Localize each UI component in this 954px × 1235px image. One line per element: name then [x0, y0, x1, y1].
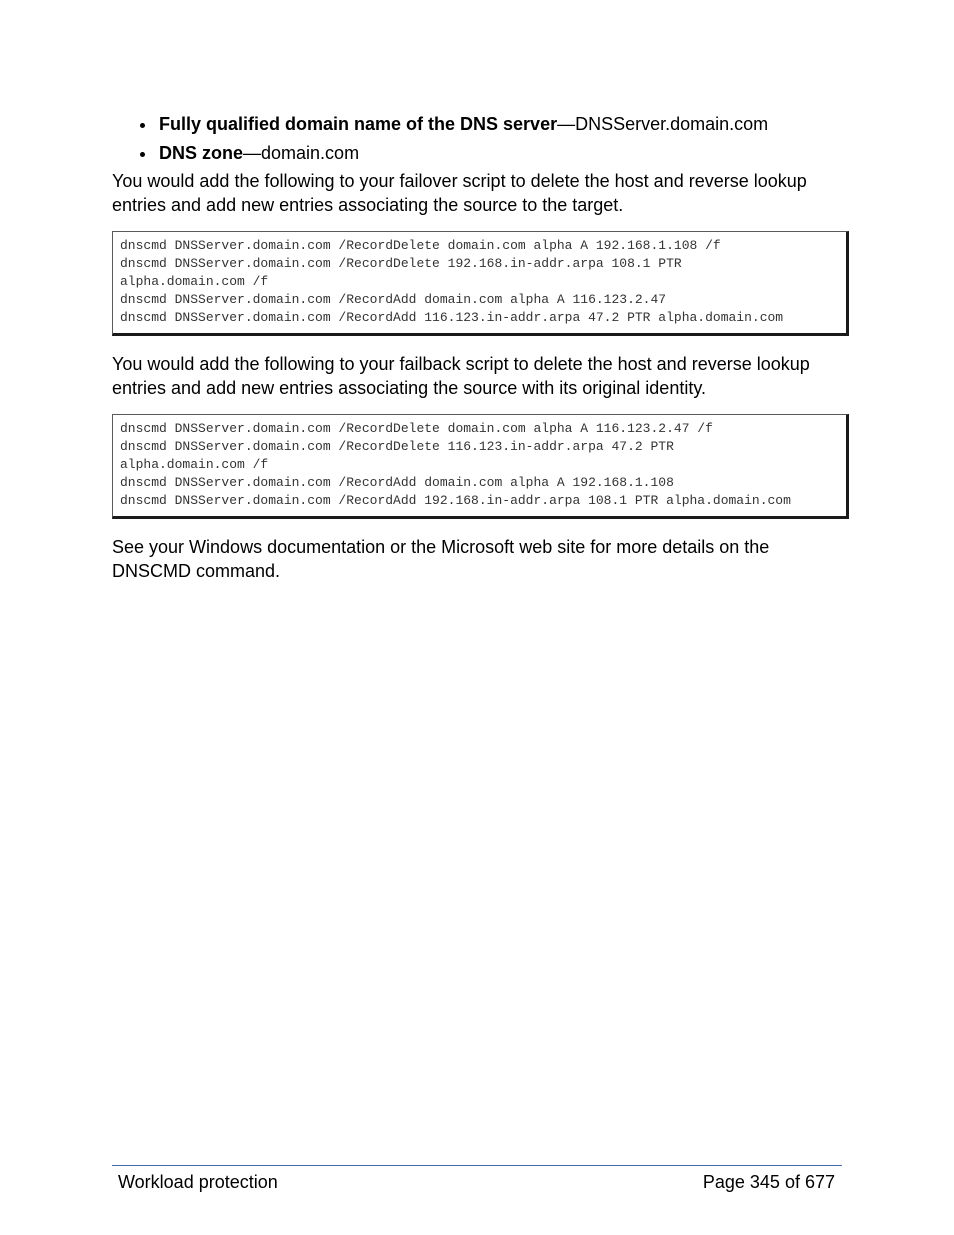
term-value: —domain.com: [243, 143, 360, 163]
failover-code-block: [112, 231, 849, 336]
bullet-icon: [140, 152, 145, 157]
code-line: dnscmd DNSServer.domain.com /RecordAdd 192.168.in-addr.arpa 108.1 PTR alpha.domain.com: [120, 493, 791, 508]
footer-page-number: Page 345 of 677: [702, 1172, 835, 1192]
closing-paragraph: See your Windows documentation or the Microsoft web site for more details on the DNSCMD command.: [112, 537, 770, 581]
code-line: dnscmd DNSServer.domain.com /RecordDelete domain.com alpha A 116.123.2.47 /f: [120, 421, 713, 436]
footer-divider: [112, 1165, 842, 1166]
dns-details-list: [140, 110, 860, 168]
code-line: dnscmd DNSServer.domain.com /RecordDelete domain.com alpha A 192.168.1.108 /f: [120, 238, 721, 253]
code-line: dnscmd DNSServer.domain.com /RecordAdd domain.com alpha A 116.123.2.47: [120, 292, 667, 307]
code-line: dnscmd DNSServer.domain.com /RecordAdd domain.com alpha A 192.168.1.108: [120, 475, 674, 490]
term-label: Fully qualified domain name of the DNS server: [159, 114, 558, 134]
failover-intro-paragraph: You would add the following to your failover script to delete the host and reverse lookup entries and add new entries associating the source to the target.: [112, 171, 807, 215]
failback-intro-paragraph: You would add the following to your failback script to delete the host and reverse lookup entries and add new entries associating the source with its original identity.: [112, 354, 810, 398]
code-line: dnscmd DNSServer.domain.com /RecordDelete 116.123.in-addr.arpa 47.2 PTR: [120, 439, 674, 454]
term-value: —DNSServer.domain.com: [557, 114, 769, 134]
code-line: dnscmd DNSServer.domain.com /RecordAdd 116.123.in-addr.arpa 47.2 PTR alpha.domain.com: [120, 310, 784, 325]
failback-code-block: [112, 414, 849, 519]
code-line: dnscmd DNSServer.domain.com /RecordDelete 192.168.in-addr.arpa 108.1 PTR: [120, 256, 682, 271]
code-line: alpha.domain.com /f: [120, 274, 269, 289]
list-item-dns-server: [140, 110, 860, 139]
list-item-dns-zone: [140, 139, 860, 168]
code-line: alpha.domain.com /f: [120, 457, 269, 472]
term-label: DNS zone: [159, 143, 244, 163]
footer-section-title: Workload protection: [118, 1172, 278, 1192]
bullet-icon: [140, 123, 145, 128]
